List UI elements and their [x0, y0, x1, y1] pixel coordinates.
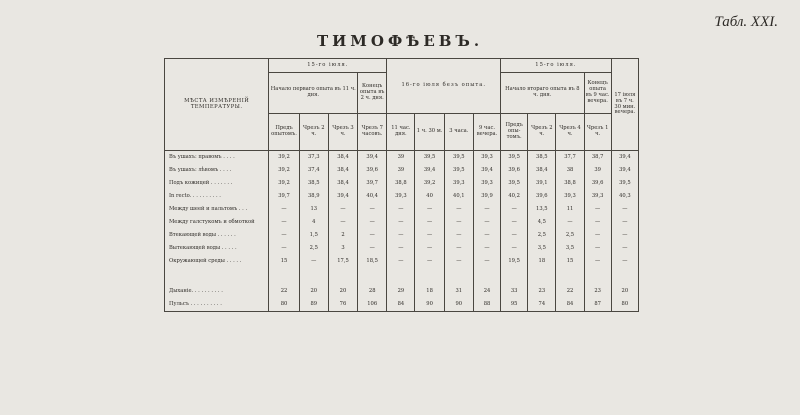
column-header: Предъ опытомъ.	[269, 114, 299, 151]
table-cell: 37,7	[556, 151, 584, 165]
table-cell: —	[444, 242, 473, 255]
spacer-cell	[299, 268, 328, 285]
table-cell: 39,3	[473, 151, 500, 165]
table-cell: 39,4	[358, 151, 387, 165]
table-cell: —	[473, 203, 500, 216]
table-cell: —	[584, 229, 611, 242]
table-cell: —	[415, 255, 444, 268]
table-cell: 38,4	[528, 164, 556, 177]
table-cell: 80	[611, 298, 638, 312]
table-cell: 2,5	[556, 229, 584, 242]
table-row	[165, 229, 639, 242]
table-cell: 39,4	[415, 164, 444, 177]
table-cell: 74	[528, 298, 556, 312]
row-label: Дыханіе. . . . . . . . . .	[165, 285, 269, 298]
page-label: Табл. XXI.	[714, 14, 778, 30]
table-cell: 39,2	[269, 164, 299, 177]
row-label: Окружающей среды . . . . .	[165, 255, 269, 268]
table-cell: 40,3	[611, 190, 638, 203]
table-cell: 39,4	[328, 190, 357, 203]
table-cell: 40	[415, 190, 444, 203]
table-cell: 31	[444, 285, 473, 298]
table-cell: 40,1	[444, 190, 473, 203]
table-cell: 39	[387, 164, 415, 177]
column-header: 11 час. дня.	[387, 114, 415, 151]
table-cell: 80	[269, 298, 299, 312]
table-cell: 39,6	[584, 177, 611, 190]
table-cell: —	[328, 203, 357, 216]
table-cell: 90	[444, 298, 473, 312]
row-label: Втекающей воды . . . . . .	[165, 229, 269, 242]
table-cell: —	[387, 216, 415, 229]
row-header: МѢСТА ИЗМѢРЕНІЙ ТЕМПЕРАТУРЫ.	[165, 59, 269, 151]
table-cell: —	[299, 255, 328, 268]
table-row	[165, 255, 639, 268]
table-cell: —	[415, 216, 444, 229]
table-cell: 18	[415, 285, 444, 298]
table-cell: —	[387, 203, 415, 216]
table-cell: 33	[501, 285, 528, 298]
table-cell: —	[358, 216, 387, 229]
table-cell: 39,6	[501, 164, 528, 177]
table-cell: —	[584, 255, 611, 268]
row-label: Подъ кожицей . . . . . . .	[165, 177, 269, 190]
spacer-cell	[328, 268, 357, 285]
table-cell: —	[358, 242, 387, 255]
row-label: Въ ушахъ: лѣвомъ . . . .	[165, 164, 269, 177]
row-label: Между галстукомъ и обмоткой	[165, 216, 269, 229]
table-cell: 38,5	[528, 151, 556, 165]
table-cell: 39,3	[584, 190, 611, 203]
table-cell: —	[269, 203, 299, 216]
column-header: Предъ опытомъ.	[501, 114, 528, 151]
table-cell: 39,3	[444, 177, 473, 190]
group-header-4: 17 іюля въ 7 ч. 30 мин. вечера.	[611, 59, 638, 151]
table-cell: 19,5	[501, 255, 528, 268]
table-cell: 39,9	[473, 190, 500, 203]
table-cell: 39,5	[611, 177, 638, 190]
table-cell: 38,5	[299, 177, 328, 190]
table-cell: —	[584, 203, 611, 216]
table-cell: 38,4	[328, 151, 357, 165]
table-cell: 13	[299, 203, 328, 216]
table-cell: 18,5	[358, 255, 387, 268]
table-cell: —	[501, 216, 528, 229]
spacer-cell	[473, 268, 500, 285]
table-cell: 39,4	[611, 164, 638, 177]
table-cell: —	[387, 255, 415, 268]
table-cell: —	[415, 242, 444, 255]
table-cell: 24	[473, 285, 500, 298]
table-cell: 1,5	[299, 229, 328, 242]
spacer-cell	[387, 268, 415, 285]
table-cell: 39,4	[473, 164, 500, 177]
table-cell: —	[444, 255, 473, 268]
spacer-cell	[415, 268, 444, 285]
table-cell: —	[387, 229, 415, 242]
table-cell: 3,5	[528, 242, 556, 255]
page-title: ТИМОФѢЕВЪ.	[316, 32, 484, 50]
table-row	[165, 285, 639, 298]
column-header: Чрезъ 7 часовъ.	[358, 114, 387, 151]
table-cell: 15	[556, 255, 584, 268]
table-cell: 76	[328, 298, 357, 312]
table-cell: 2	[328, 229, 357, 242]
spacer-cell	[165, 268, 269, 285]
table-cell: —	[328, 216, 357, 229]
column-header: Чрезъ 1 ч.	[584, 114, 611, 151]
subheader-first-end: Конецъ опыта въ 2 ч. дня.	[358, 73, 387, 114]
column-header: Чрезъ 2 ч.	[299, 114, 328, 151]
spacer-cell	[444, 268, 473, 285]
table-cell: 39,7	[358, 177, 387, 190]
table-cell: 39,5	[444, 151, 473, 165]
table-cell: 39,2	[269, 177, 299, 190]
spacer-cell	[528, 268, 556, 285]
table-cell: —	[584, 216, 611, 229]
table-row	[165, 164, 639, 177]
column-header: Чрезъ 4 ч.	[556, 114, 584, 151]
table-cell: —	[358, 203, 387, 216]
column-header: 1 ч. 30 м.	[415, 114, 444, 151]
column-header: 9 час. вечера.	[473, 114, 500, 151]
table-cell: 87	[584, 298, 611, 312]
table-cell: 39	[387, 151, 415, 165]
table-cell: —	[269, 216, 299, 229]
table-cell: 4,5	[528, 216, 556, 229]
table-cell: 22	[556, 285, 584, 298]
table-cell: 20	[611, 285, 638, 298]
table-cell: 38,4	[328, 177, 357, 190]
group-header-3: 15-го іюля.	[501, 59, 612, 73]
table-cell: 39,2	[415, 177, 444, 190]
spacer-cell	[358, 268, 387, 285]
table-cell: —	[444, 203, 473, 216]
table-cell: 23	[528, 285, 556, 298]
table-cell: —	[501, 229, 528, 242]
table-cell: 39,6	[528, 190, 556, 203]
table-cell: 15	[269, 255, 299, 268]
table-cell: 38,4	[328, 164, 357, 177]
group-header-2: 16-го іюля безъ опыта.	[387, 59, 501, 114]
table-cell: 39,3	[556, 190, 584, 203]
table-cell: 2,5	[299, 242, 328, 255]
table-cell: 23	[584, 285, 611, 298]
table-cell: —	[611, 255, 638, 268]
table-cell: 38,7	[584, 151, 611, 165]
table-cell: —	[473, 242, 500, 255]
table-cell: 39,2	[269, 151, 299, 165]
table-cell: —	[611, 242, 638, 255]
table-cell: 13,5	[528, 203, 556, 216]
table-cell: 106	[358, 298, 387, 312]
table-cell: —	[473, 216, 500, 229]
table-cell: 39,3	[387, 190, 415, 203]
row-label: Въ ушахъ: правомъ . . . .	[165, 151, 269, 165]
spacer-cell	[269, 268, 299, 285]
table-cell: —	[444, 216, 473, 229]
table-cell: 39,6	[358, 164, 387, 177]
table-cell: 38,9	[299, 190, 328, 203]
spacer-cell	[584, 268, 611, 285]
table-cell: 88	[473, 298, 500, 312]
table-cell: 90	[415, 298, 444, 312]
group-header-1: 15-го іюля.	[269, 59, 387, 73]
table-cell: —	[415, 203, 444, 216]
table-cell: —	[358, 229, 387, 242]
spacer-cell	[556, 268, 584, 285]
subheader-first-start: Начало перваго опыта въ 11 ч. дня.	[269, 73, 358, 114]
table-cell: 11	[556, 203, 584, 216]
spacer-cell	[501, 268, 528, 285]
table-cell: 84	[556, 298, 584, 312]
table-cell: 20	[299, 285, 328, 298]
table-cell: 29	[387, 285, 415, 298]
table-cell: —	[473, 229, 500, 242]
table-cell: —	[611, 203, 638, 216]
column-header: 3 часа.	[444, 114, 473, 151]
table-cell: —	[473, 255, 500, 268]
subheader-second-end: Конецъ опыта въ 9 час. вечера.	[584, 73, 611, 114]
table-cell: 39,5	[501, 177, 528, 190]
table-cell: —	[269, 229, 299, 242]
table-cell: 3,5	[556, 242, 584, 255]
table-cell: 40,2	[501, 190, 528, 203]
table-cell: 37,3	[299, 151, 328, 165]
table-row	[165, 216, 639, 229]
spacer-cell	[611, 268, 638, 285]
row-label: In recto. . . . . . . . . .	[165, 190, 269, 203]
temperature-table	[164, 58, 639, 312]
table-cell: 39	[584, 164, 611, 177]
table-cell: 4	[299, 216, 328, 229]
table-cell: 22	[269, 285, 299, 298]
table-cell: 17,5	[328, 255, 357, 268]
table-cell: —	[387, 242, 415, 255]
table-cell: 89	[299, 298, 328, 312]
column-header: Чрезъ 2 ч.	[528, 114, 556, 151]
table-cell: 18	[528, 255, 556, 268]
table-cell: 39,5	[501, 151, 528, 165]
table-row	[165, 190, 639, 203]
table-cell: —	[611, 216, 638, 229]
subheader-second-start: Начало втораго опыта въ 8 ч. дня.	[501, 73, 584, 114]
table-cell: 95	[501, 298, 528, 312]
table-row	[165, 151, 639, 165]
table-row	[165, 177, 639, 190]
row-label: Вытекающей воды . . . . .	[165, 242, 269, 255]
column-header: Чрезъ 3 ч.	[328, 114, 357, 151]
table-cell: 39,5	[415, 151, 444, 165]
table-row	[165, 242, 639, 255]
table-row	[165, 203, 639, 216]
table-cell: 2,5	[528, 229, 556, 242]
table-cell: 84	[387, 298, 415, 312]
table-cell: 38,8	[556, 177, 584, 190]
table-cell: 3	[328, 242, 357, 255]
table-cell: —	[611, 229, 638, 242]
table-cell: 20	[328, 285, 357, 298]
row-label: Между шеей и пальтомъ . . .	[165, 203, 269, 216]
table-cell: 40,4	[358, 190, 387, 203]
table-cell: 39,7	[269, 190, 299, 203]
table-cell: —	[415, 229, 444, 242]
table-cell: 28	[358, 285, 387, 298]
row-label: Пульсъ . . . . . . . . . .	[165, 298, 269, 312]
table-cell: 38	[556, 164, 584, 177]
table-cell: —	[556, 216, 584, 229]
table-cell: —	[501, 203, 528, 216]
table-cell: 39,4	[611, 151, 638, 165]
table-cell: 37,4	[299, 164, 328, 177]
table-cell: 38,8	[387, 177, 415, 190]
table-cell: —	[444, 229, 473, 242]
table-cell: 39,1	[528, 177, 556, 190]
table-cell: —	[269, 242, 299, 255]
table-cell: —	[584, 242, 611, 255]
table-row	[165, 298, 639, 312]
table-cell: —	[501, 242, 528, 255]
table-cell: 39,5	[444, 164, 473, 177]
table-cell: 39,3	[473, 177, 500, 190]
